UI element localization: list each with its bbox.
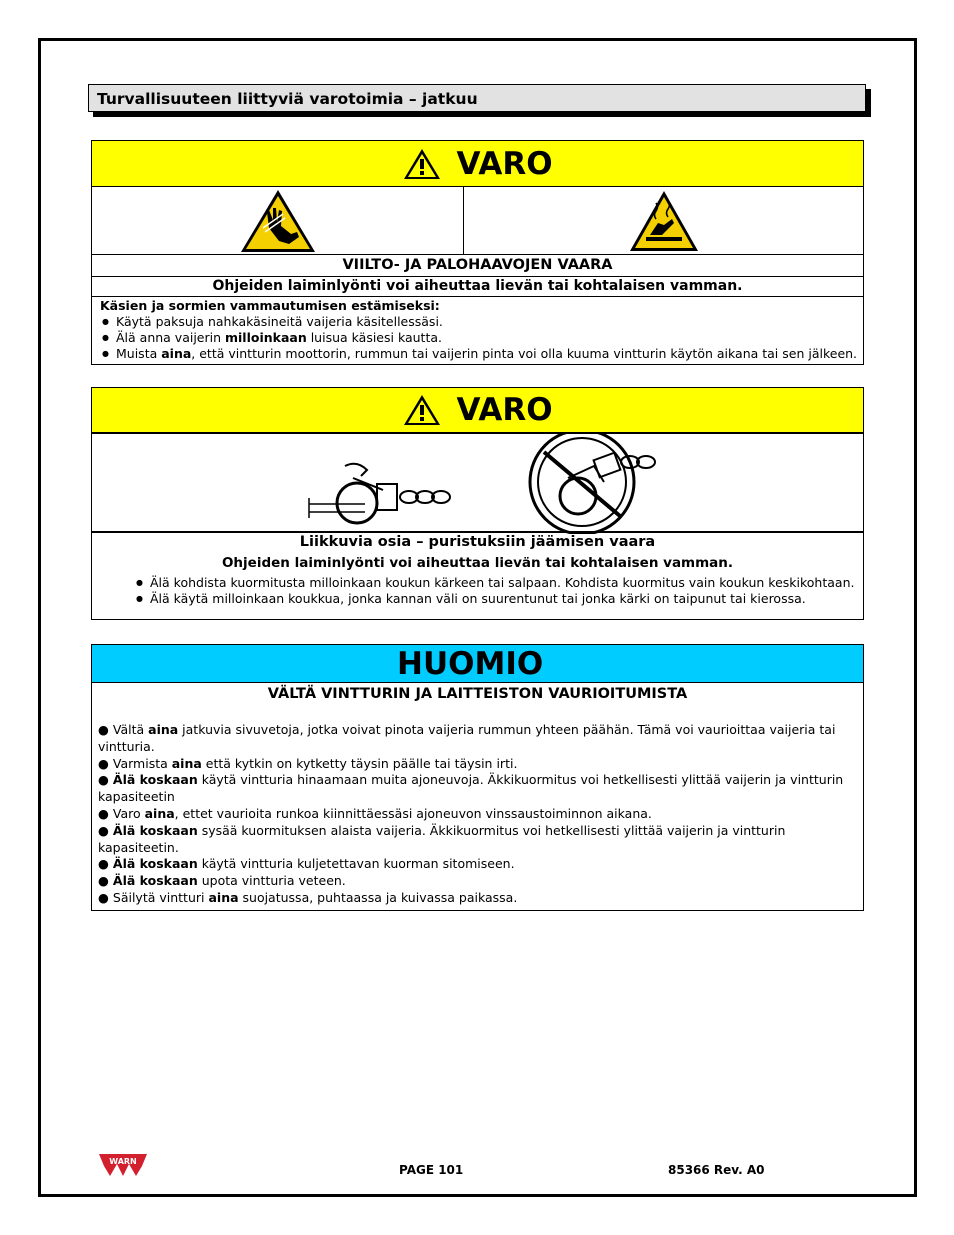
warning-triangle-icon xyxy=(402,393,442,427)
signal-word: VARO xyxy=(456,145,553,182)
list-item: ● Älä kohdista kuormitusta milloinkaan koukun kärkeen tai salpaan. Kohdista kuormitus vain koukun keskikohtaan. xyxy=(126,575,863,591)
prohibited-hook-tip-load-icon xyxy=(522,432,662,534)
caution-box-pinch xyxy=(91,387,864,620)
notice-signal-banner xyxy=(92,645,863,683)
list-item: ● Älä koskaan käytä vintturia kuljetettavan kuorman sitomiseen. xyxy=(98,856,515,872)
list-item: ● Älä koskaan käytä vintturia hinaamaan muita ajoneuvoja. Äkkikuormitus voi hetkellisesti ylittää vaijerin ja vintturin kapasiteetin xyxy=(98,772,844,805)
hazard-title: Liikkuvia osia – puristuksiin jäämisen vaara xyxy=(299,534,656,550)
instruction-list xyxy=(92,575,863,607)
page-number: PAGE 101 xyxy=(399,1163,464,1177)
list-item: ● Älä anna vaijerin milloinkaan luisua käsiesi kautta. xyxy=(92,330,863,346)
correct-hook-load-icon xyxy=(305,458,455,530)
instruction-list xyxy=(92,314,863,362)
list-item: ● Älä koskaan sysää kuormituksen alaista vaijeria. Äkkikuormitus voi hetkellisesti ylittää vaijerin ja vintturin kapasiteetin. xyxy=(98,822,786,855)
consequence-text: Ohjeiden laiminlyönti voi aiheuttaa lievän tai kohtalaisen vamman. xyxy=(221,555,734,571)
hot-surface-warning-icon xyxy=(628,189,700,253)
hazard-title: VIILTO- JA PALOHAAVOJEN VAARA xyxy=(92,255,863,277)
warning-triangle-icon xyxy=(402,147,442,181)
pictogram-row xyxy=(92,187,863,255)
warn-logo xyxy=(98,1152,148,1178)
section-header: Turvallisuuteen liittyviä varotoimia – jatkuu xyxy=(88,84,866,112)
notice-list xyxy=(92,722,863,909)
list-item: ● Käytä paksuja nahkakäsineitä vaijeria käsitellessäsi. xyxy=(92,314,863,330)
signal-word: VARO xyxy=(456,392,553,428)
signal-word: HUOMIO xyxy=(397,645,544,682)
list-item: ● Varo aina, ettet vaurioita runkoa kiinnittäessäsi ajoneuvon vinssaustoiminnon aikana. xyxy=(98,805,652,821)
notice-title: VÄLTÄ VINTTURIN JA LAITTEISTON VAURIOITUMISTA xyxy=(267,686,688,702)
list-item: ● Älä käytä milloinkaan koukkua, jonka kannan väli on suurentunut tai jonka kärki on taipunut tai kierossa. xyxy=(126,591,863,607)
pictogram-cell-left xyxy=(92,187,464,254)
list-item: ● Älä koskaan upota vintturia veteen. xyxy=(98,873,346,889)
pictogram-cell-right xyxy=(464,187,863,254)
notice-box xyxy=(91,644,864,911)
list-item: ● Vältä aina jatkuvia sivuvetoja, jotka voivat pinota vaijeria rummun yhteen päähän. Tämä voi vaurioittaa vaijeria tai vintturia. xyxy=(98,722,836,754)
hook-pictogram-row xyxy=(92,434,863,533)
instruction-intro: Käsien ja sormien vammautumisen estämiseksi: xyxy=(100,298,440,313)
document-revision: 85366 Rev. A0 xyxy=(668,1163,765,1177)
list-item: ● Varmista aina että kytkin on kytketty täysin päälle tai täysin irti. xyxy=(98,755,518,771)
list-item: ● Muista aina, että vintturin moottorin, rummun tai vaijerin pinta voi olla kuuma vintturin käytön aikana tai sen jälkeen. xyxy=(92,346,863,362)
list-item: ● Säilytä vintturi aina suojatussa, puhtaassa ja kuivassa paikassa. xyxy=(98,889,518,905)
caution-box-cut-burn xyxy=(91,140,864,365)
caution-signal-banner xyxy=(92,141,863,187)
caution-signal-banner xyxy=(92,388,863,434)
hand-cut-warning-icon xyxy=(239,188,317,254)
logo-text: WARN xyxy=(109,1157,137,1166)
consequence-text: Ohjeiden laiminlyönti voi aiheuttaa lievän tai kohtalaisen vamman. xyxy=(92,277,863,297)
